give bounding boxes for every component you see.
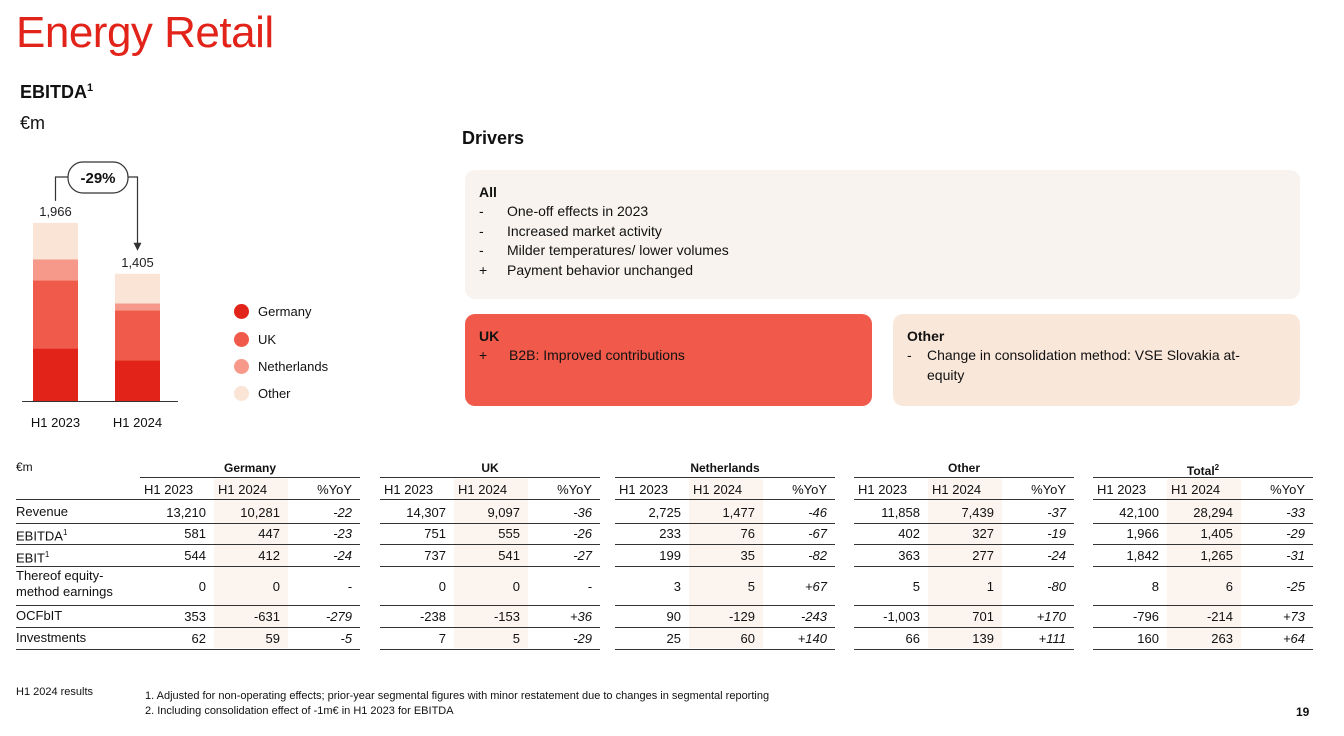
row-rule [16,523,360,524]
segment-title-germany [140,459,360,478]
driver-all-item-1 [479,202,1286,222]
chart-title-footnote: 1 [87,82,94,94]
table-cell: +140 [797,631,827,646]
driver-text: Milder temperatures/ lower volumes [507,242,729,258]
column-header: H1 2024 [932,482,982,497]
segment-name: UK [481,461,499,475]
table-cell: -279 [325,609,352,624]
table-cell: 402 [898,526,920,541]
column-header: H1 2024 [693,482,743,497]
legend-item-netherlands [234,359,328,374]
bar-segment-other-1 [33,223,78,259]
legend-label: Germany [258,304,312,319]
table-cell: 42,100 [1119,505,1159,520]
table-cell: 1 [986,578,994,594]
row-rule [854,566,1074,567]
row-label-footnote: 1 [62,528,68,537]
header-rule [16,499,360,500]
table-cell: 160 [1137,631,1159,646]
legend-swatch-icon [234,386,249,401]
change-arrowhead-icon [134,243,142,251]
bar-segment-uk-1 [33,280,78,348]
table-cell: - [587,578,592,594]
table-cell: 263 [1211,631,1233,646]
row-rule [854,523,1074,524]
table-cell: -33 [1286,505,1305,520]
table-cell: 59 [265,631,280,646]
legend-item-uk [234,332,276,347]
table-cell: 544 [184,548,206,563]
row-rule [615,627,835,628]
table-cell: 1,966 [1126,526,1159,541]
bar-segment-netherlands-2 [115,303,160,310]
row-rule [1093,544,1313,545]
column-header: H1 2024 [458,482,508,497]
row-rule [1093,523,1313,524]
row-label-1 [16,504,68,520]
table-cell: -25 [1286,578,1305,594]
column-header: H1 2023 [619,482,669,497]
row-rule [16,649,360,650]
row-rule [380,627,600,628]
table-cell: -27 [573,548,592,563]
table-cell: -80 [1047,578,1066,594]
table-cell: 1,477 [722,505,755,520]
table-cell: -19 [1047,526,1066,541]
table-cell: 555 [498,526,520,541]
table-cell: 199 [659,548,681,563]
driver-all-item-4 [479,261,1286,281]
table-cell: -31 [1286,548,1305,563]
driver-text: B2B: Improved contributions [509,347,685,363]
bar-segment-other-2 [115,274,160,304]
segment-title-netherlands [615,459,835,478]
table-cell: -5 [340,631,352,646]
driver-text: Increased market activity [507,222,662,239]
column-header: %YoY [557,482,592,497]
table-cell: 6 [1225,578,1233,594]
page-title: Energy Retail [16,8,274,57]
table-cell: 233 [659,526,681,541]
segment-footnote: 2 [1214,463,1220,472]
footnotes [145,689,769,718]
legend-swatch-icon [234,304,249,319]
legend-swatch-icon [234,359,249,374]
table-cell: -238 [419,609,446,624]
footnote-1: 1. Adjusted for non-operating effects; prior-year segmental figures with minor restatement due to changes in segmental reporting [145,690,770,702]
row-rule [16,605,360,606]
drivers-box-all [465,170,1300,299]
table-cell: 7 [438,631,446,646]
table-cell: 11,858 [881,505,920,520]
table-cell: 66 [905,631,920,646]
column-header: %YoY [1031,482,1066,497]
table-cell: 0 [272,578,280,594]
table-cell: 447 [258,526,280,541]
table-cell: -214 [1206,609,1233,624]
header-rule [854,499,1074,500]
row-label-6 [16,630,86,646]
legend-label: Netherlands [258,359,329,374]
row-rule [380,649,600,650]
bar-total-label-1: 1,966 [39,203,72,219]
row-rule [854,627,1074,628]
table-cell: -24 [1047,548,1066,563]
table-cell: 14,307 [406,505,446,520]
table-cell: 363 [898,548,920,563]
row-label-text-2: method earnings [16,584,113,599]
table-cell: 0 [512,578,520,594]
row-rule [1093,605,1313,606]
table-cell: 3 [673,578,681,594]
drivers-box-other [893,314,1300,406]
table-cell: 7,439 [961,505,994,520]
chart-title-text: EBITDA [20,82,87,102]
table-cell: -67 [808,526,827,541]
bar-segment-netherlands-1 [33,259,78,280]
row-label-3 [16,547,49,566]
table-cell: 28,294 [1193,505,1233,520]
row-rule [16,627,360,628]
footer-label: H1 2024 results [16,686,94,698]
table-cell: 139 [972,631,994,646]
drivers-title: Drivers [462,128,525,148]
table-cell: 1,405 [1200,526,1233,541]
drivers-box-uk [465,314,872,406]
row-rule [854,605,1074,606]
row-label-text: Investments [16,630,87,645]
table-cell: -46 [808,505,827,520]
table-unit: €m [16,460,33,474]
row-rule [380,605,600,606]
change-label: -29% [80,170,116,187]
table-cell: -29 [573,631,592,646]
row-label-text: Thereof equity- [16,568,104,583]
table-cell: 9,097 [487,505,520,520]
column-header: H1 2023 [384,482,434,497]
table-cell: 90 [666,609,681,624]
table-cell: 2,725 [648,505,681,520]
table-cell: 0 [198,578,206,594]
table-cell: -1,003 [883,609,920,624]
table-cell: 737 [424,548,446,563]
driver-text: One-off effects in 2023 [507,203,649,219]
table-cell: 60 [740,631,755,646]
table-cell: +111 [1038,631,1066,646]
row-rule [615,605,835,606]
legend-item-other [234,386,291,401]
table-cell: -26 [573,526,592,541]
table-cell: +36 [569,609,592,624]
table-cell: 751 [424,526,446,541]
row-rule [615,649,835,650]
row-rule [854,544,1074,545]
drivers-uk-title: UK [479,328,500,344]
row-label-footnote: 1 [44,550,50,559]
table-cell: +170 [1036,609,1066,624]
table-cell: -22 [333,505,352,520]
table-cell: +67 [804,578,827,594]
row-label-5 [16,608,62,624]
row-label-text: EBITDA [16,528,63,544]
bullet-marker: + [479,347,488,363]
header-rule [380,499,600,500]
table-cell: -153 [493,609,520,624]
driver-other-item-1 [907,346,1286,385]
table-cell: 13,210 [166,505,206,520]
driver-text: Change in consolidation method: VSE Slovakia at-equity [927,347,1240,383]
driver-uk-item-1 [479,346,858,366]
bar-segment-uk-2 [115,310,160,360]
bullet-marker: + [479,261,488,278]
table-cell: 5 [512,631,520,646]
row-label-text: OCFbIT [16,608,63,623]
table-cell: -796 [1132,609,1159,624]
table-cell: 76 [740,526,755,541]
driver-all-item-2 [479,222,1286,242]
driver-all-item-3 [479,241,1286,261]
table-cell: -29 [1286,526,1305,541]
category-label-2: H1 2024 [112,415,163,430]
table-cell: -23 [333,526,352,541]
table-cell: 1,842 [1126,548,1159,563]
table-cell: 412 [258,548,280,563]
table-cell: 25 [666,631,681,646]
column-header: %YoY [317,482,352,497]
legend-swatch-icon [234,332,249,347]
segment-name: Other [947,461,980,475]
table-cell: -37 [1047,505,1066,520]
table-cell: 35 [740,548,755,563]
column-header: H1 2024 [1171,482,1221,497]
header-rule [1093,499,1313,500]
row-label-2 [16,525,67,544]
table-cell: 5 [747,578,755,594]
row-rule [1093,649,1313,650]
chart-unit: €m [20,113,46,133]
table-cell: 701 [972,609,994,624]
legend-label: Other [258,386,291,401]
category-label-1: H1 2023 [30,415,81,430]
table-cell: 581 [184,526,206,541]
row-label-text: Revenue [16,504,69,519]
drivers-other-title: Other [907,328,945,344]
table-cell: 541 [498,548,520,563]
row-rule [16,566,360,567]
row-rule [1093,627,1313,628]
chart-title [20,82,93,103]
table-cell: - [347,578,352,594]
column-header: H1 2023 [144,482,194,497]
table-cell: 8 [1151,578,1159,594]
bullet-marker: - [479,242,484,258]
table-cell: -36 [573,505,592,520]
table-cell: 10,281 [240,505,280,520]
legend-label: UK [258,332,277,347]
row-rule [615,544,835,545]
row-rule [380,523,600,524]
row-rule [615,566,835,567]
table-cell: +73 [1282,609,1305,624]
row-rule [1093,566,1313,567]
row-label-text: EBIT [16,550,45,566]
page-number: 19 [1296,705,1310,719]
segment-title-other [854,459,1074,478]
row-rule [854,649,1074,650]
table-cell: 353 [184,609,206,624]
table-cell: -24 [333,548,352,563]
table-cell: -129 [728,609,755,624]
header-rule [615,499,835,500]
table-cell: 1,265 [1200,548,1233,563]
bar-segment-germany-1 [33,348,78,401]
row-rule [16,544,360,545]
segment-name: Netherlands [690,461,760,475]
bar-total-label-2: 1,405 [121,254,154,270]
bullet-marker: - [907,347,912,363]
table-cell: +64 [1282,631,1305,646]
segment-name: Germany [223,461,277,475]
bullet-marker: - [479,203,484,219]
column-header: %YoY [1270,482,1305,497]
row-rule [615,523,835,524]
ebitda-chart [0,150,230,440]
table-cell: -243 [800,609,827,624]
table-cell: -82 [808,548,827,563]
table-cell: 0 [438,578,446,594]
row-rule [380,566,600,567]
driver-text: Payment behavior unchanged [507,261,694,278]
column-header: %YoY [792,482,827,497]
drivers-all-title: All [479,184,497,200]
table-cell: 62 [191,631,206,646]
segment-name: Total [1186,464,1215,478]
column-header: H1 2023 [1097,482,1147,497]
table-cell: -631 [253,609,280,624]
segment-title-uk [380,459,600,478]
table-cell: 277 [972,548,994,563]
row-label-4 [16,568,113,600]
row-rule [380,544,600,545]
column-header: H1 2024 [218,482,268,497]
bullet-marker: - [479,222,484,239]
legend-item-germany [234,304,311,319]
table-cell: 327 [972,526,994,541]
footnote-2: 2. Including consolidation effect of -1m€ in H1 2023 for EBITDA [145,704,454,717]
column-header: H1 2023 [858,482,908,497]
bar-segment-germany-2 [115,361,160,401]
segment-title-total [1093,459,1313,478]
table-cell: 5 [912,578,920,594]
